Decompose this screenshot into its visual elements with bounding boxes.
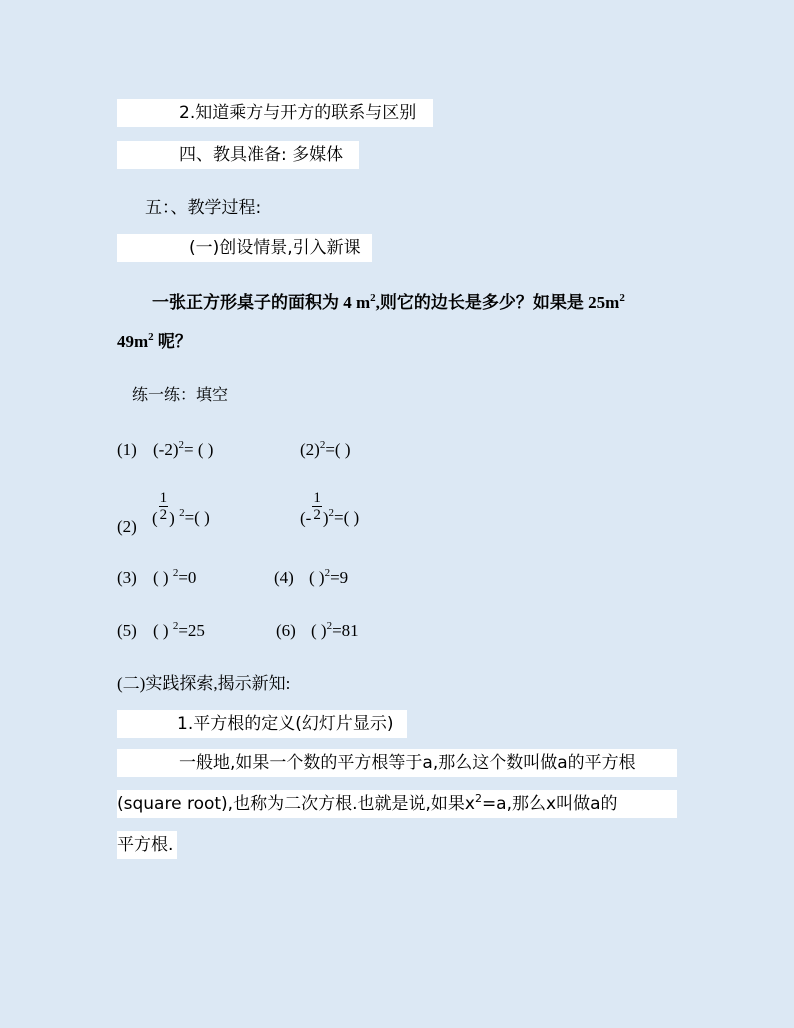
exercise-4: ( )$^2$=9: [309, 567, 349, 587]
question-line-2: $49m^2$ 呢？: [117, 331, 192, 351]
exercise-3: ( ) $^2$=0: [153, 567, 197, 587]
exercise-6: ( )$^2$=81: [311, 620, 359, 640]
exercise-5: ( ) $^2$=25: [153, 620, 205, 640]
definition-paragraph-line-2: (square root),也称为二次方根.也就是说,如果$x^2=a$,那么x叫做a的: [117, 790, 677, 818]
exercise-3-label: (3): [117, 568, 137, 587]
question-line-1: 一张正方形桌子的面积为 4 $m^2$,则它的边长是多少？如果是 $25m^2$: [152, 292, 625, 312]
exercise-2-label: (2): [117, 517, 137, 536]
subsection-heading-exploration: (二)实践探索,揭示新知:: [117, 674, 291, 693]
exercise-2b: (- $\frac{1}{2}$ )$^2$=( ): [300, 490, 360, 528]
objective-item-2: 2.知道乘方与开方的联系与区别: [117, 99, 433, 127]
exercise-2a: ( $\frac{1}{2}$ ) $^2$=( ): [152, 490, 210, 528]
definition-paragraph-line-3: 平方根.: [117, 831, 177, 859]
exercise-4-label: (4): [274, 568, 294, 587]
exercise-1b: $(2)^2=$( ): [300, 439, 351, 459]
fraction-one-half: $\frac{1}{2}$: [159, 490, 168, 523]
exercise-6-label: (6): [276, 621, 296, 640]
definition-paragraph-line-1: 一般地,如果一个数的平方根等于a,那么这个数叫做a的平方根: [117, 749, 677, 777]
exercise-5-label: (5): [117, 621, 137, 640]
subsection-heading-scenario: (一)创设情景,引入新课: [117, 234, 372, 262]
fraction-one-half-negative: $\frac{1}{2}$: [313, 490, 321, 523]
section-heading-teaching-aids: 四、教具准备: 多媒体: [117, 141, 359, 169]
definition-heading: 1.平方根的定义(幻灯片显示): [117, 710, 407, 738]
exercise-1a: $(-2)^2=$ ( ): [153, 439, 214, 459]
practice-title: 练一练：填空: [132, 385, 229, 404]
exercise-1-label: (1): [117, 440, 137, 459]
section-heading-teaching-process: 五：、教学过程:: [145, 198, 262, 218]
